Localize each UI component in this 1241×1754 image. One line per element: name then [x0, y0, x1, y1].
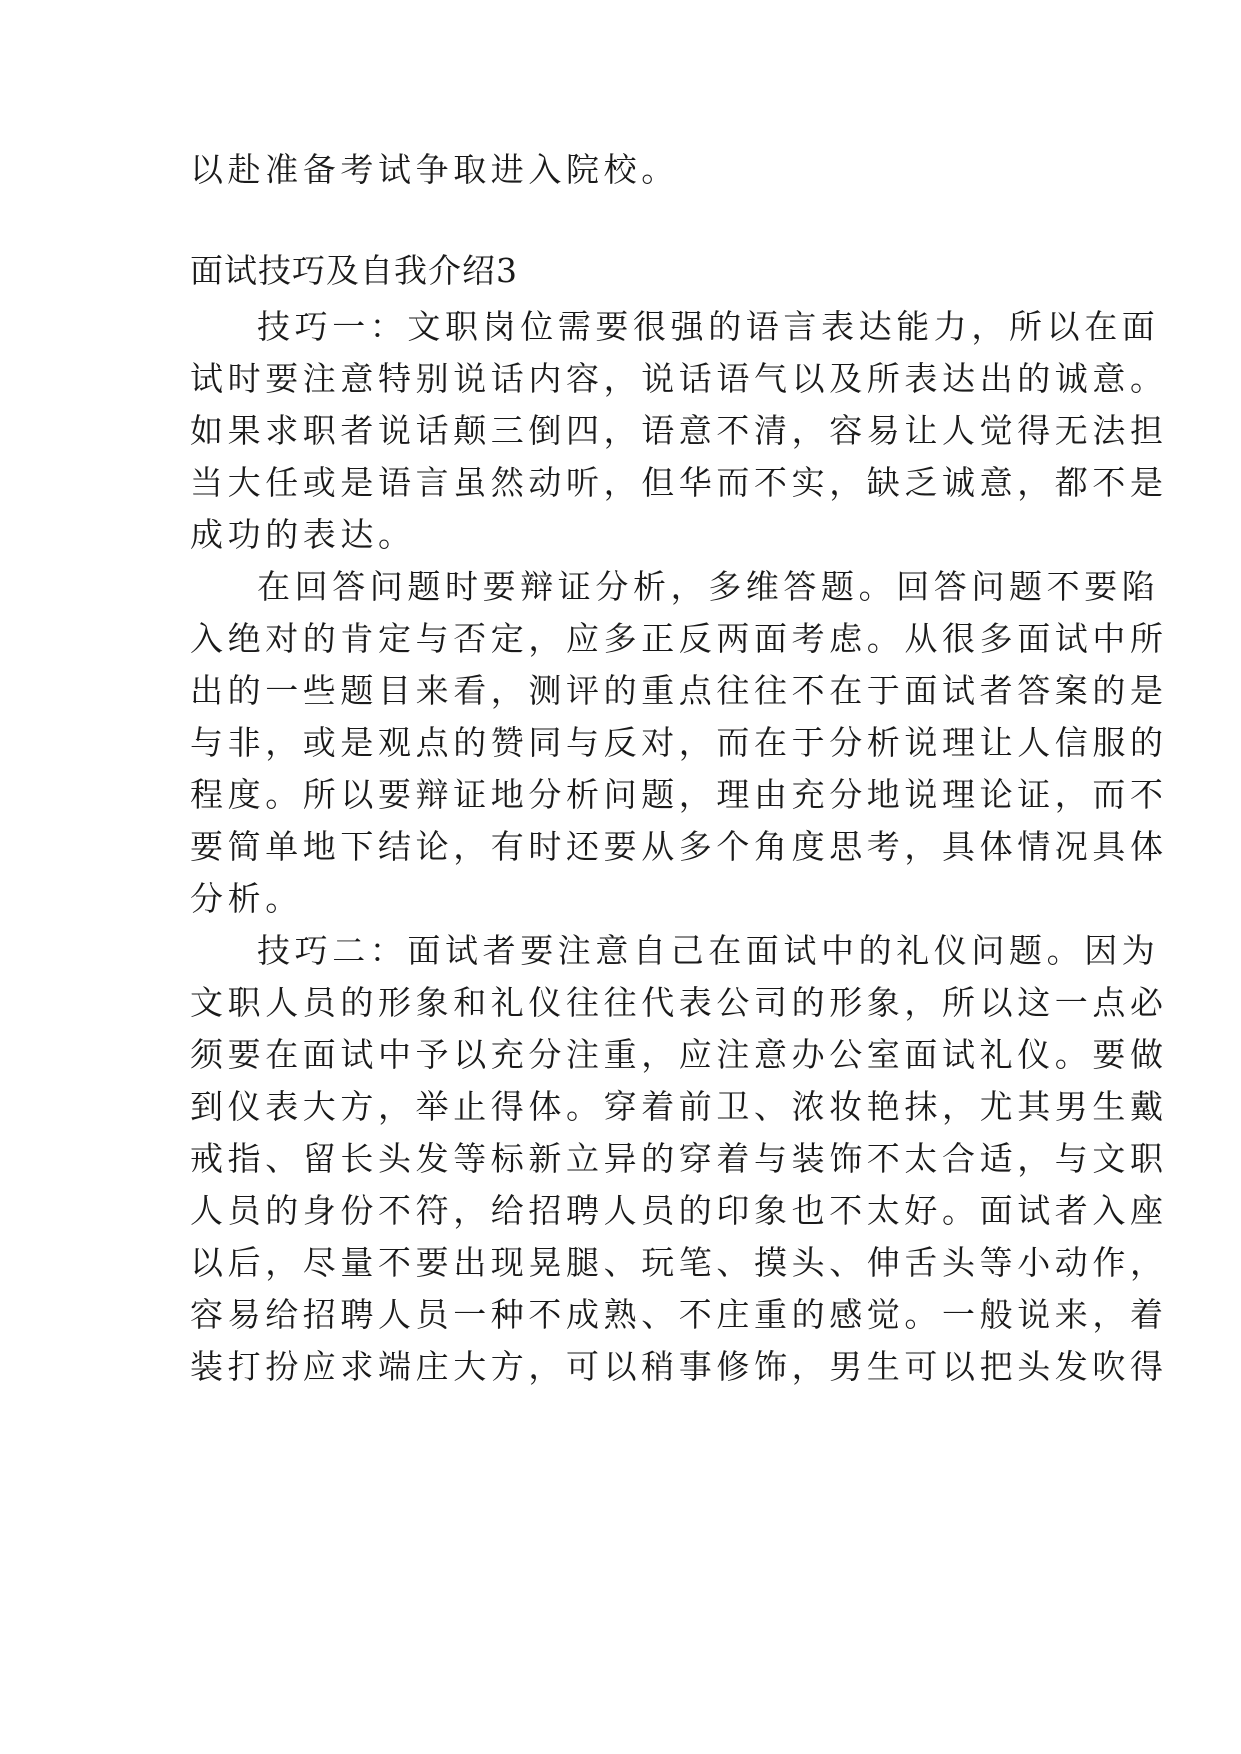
paragraph-line: 出的一些题目来看，测评的重点往往不在于面试者答案的是	[190, 671, 1168, 710]
paragraph-line: 到仪表大方，举止得体。穿着前卫、浓妆艳抹，尤其男生戴	[190, 1087, 1168, 1126]
paragraph-line: 入绝对的肯定与否定，应多正反两面考虑。从很多面试中所	[190, 619, 1168, 658]
paragraph-line: 戒指、留长头发等标新立异的穿着与装饰不太合适，与文职	[190, 1139, 1168, 1178]
paragraph-line: 在回答问题时要辩证分析，多维答题。回答问题不要陷	[257, 567, 1160, 606]
paragraph-line: 装打扮应求端庄大方，可以稍事修饰，男生可以把头发吹得	[190, 1347, 1168, 1386]
paragraph-line: 当大任或是语言虽然动听，但华而不实，缺乏诚意，都不是	[190, 463, 1168, 502]
paragraph-line: 试时要注意特别说话内容，说话语气以及所表达出的诚意。	[190, 359, 1168, 398]
paragraph-line: 技巧一：文职岗位需要很强的语言表达能力，所以在面	[257, 307, 1160, 346]
paragraph-line: 与非，或是观点的赞同与反对，而在于分析说理让人信服的	[190, 723, 1168, 762]
paragraph-continuation-line: 以赴准备考试争取进入院校。	[190, 150, 679, 189]
paragraph-line: 如果求职者说话颠三倒四，语意不清，容易让人觉得无法担	[190, 411, 1168, 450]
paragraph-line: 技巧二：面试者要注意自己在面试中的礼仪问题。因为	[257, 931, 1160, 970]
section-heading: 面试技巧及自我介绍3	[190, 251, 518, 290]
paragraph-line: 程度。所以要辩证地分析问题，理由充分地说理论证，而不	[190, 775, 1168, 814]
paragraph-line: 要简单地下结论，有时还要从多个角度思考，具体情况具体	[190, 827, 1168, 866]
paragraph-line: 分析。	[190, 879, 303, 918]
paragraph-line: 人员的身份不符，给招聘人员的印象也不太好。面试者入座	[190, 1191, 1168, 1230]
paragraph-line: 文职人员的形象和礼仪往往代表公司的形象，所以这一点必	[190, 983, 1168, 1022]
paragraph-line: 须要在面试中予以充分注重，应注意办公室面试礼仪。要做	[190, 1035, 1168, 1074]
paragraph-line: 成功的表达。	[190, 515, 416, 554]
paragraph-line: 容易给招聘人员一种不成熟、不庄重的感觉。一般说来，着	[190, 1295, 1168, 1334]
paragraph-line: 以后，尽量不要出现晃腿、玩笔、摸头、伸舌头等小动作，	[190, 1243, 1168, 1282]
